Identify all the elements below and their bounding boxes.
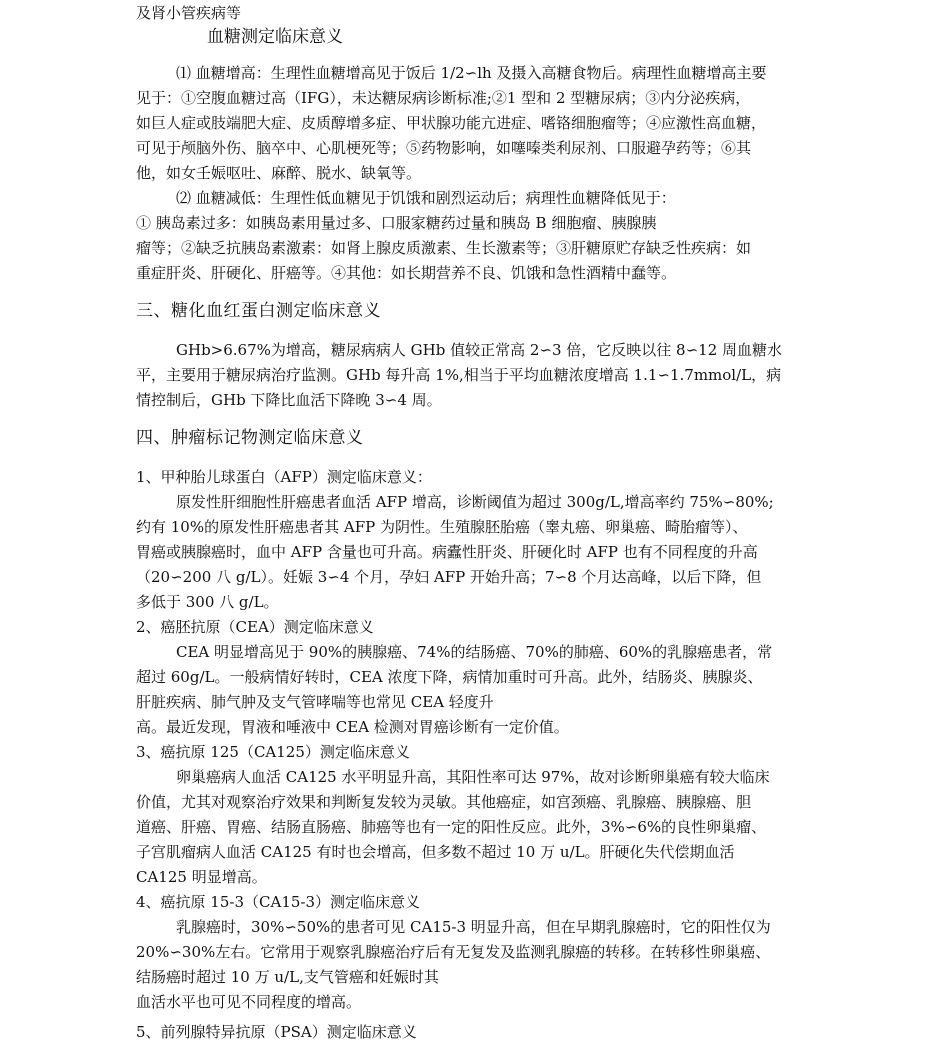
paragraph-line: 见于：①空腹血糖过高（IFG），未达糖尿病诊断标准;②1 型和 2 型糖尿病；③内分泌疾病， (136, 89, 751, 107)
paragraph-line: 20%∽30%左右。它常用于观察乳腺癌治疗后有无复发及监测乳腺癌的转移。在转移性卵巢癌、 (136, 943, 771, 961)
paragraph-line: ① 胰岛素过多：如胰岛素用量过多、口服家糖药过量和胰岛 B 细胞瘤、胰腺胰 (136, 214, 657, 232)
paragraph-line: 胃癌或胰腺癌时，血中 AFP 含量也可升高。病蠹性肝炎、肝硬化时 AFP 也有不同程度的升高 (136, 543, 758, 561)
paragraph-line: 重症肝炎、肝硬化、肝癌等。④其他：如长期营养不良、饥饿和急性酒精中蠢等。 (136, 264, 677, 282)
paragraph-line: 多低于 300 八 g/L。 (136, 593, 279, 611)
paragraph-line: 原发性肝细胞性肝癌患者血活 AFP 增高，诊断阈值为超过 300g/L,增高率约 75%∽80%; (176, 493, 774, 511)
paragraph-line: 约有 10%的原发性肝癌患者其 AFP 为阴性。生殖腺胚胎癌（睾丸癌、卵巢癌、畸胎瘤等）、 (136, 518, 748, 536)
paragraph-line: 乳腺癌时，30%∽50%的患者可见 CA15-3 明显升高，但在早期乳腺癌时，它的阳性仅为 (176, 918, 771, 936)
subsection-heading: 3、癌抗原 125（CA125）测定临床意义 (136, 743, 410, 761)
paragraph-line: CA125 明显增高。 (136, 868, 267, 886)
paragraph-line: 如巨人症或肢端肥大症、皮质醇增多症、甲状腺功能亢进症、嗜铬细胞瘤等；④应激性高血糖， (136, 114, 767, 132)
paragraph-line: 平，主要用于糖尿病治疗监测。GHb 每升高 1%,相当于平均血糖浓度增高 1.1∽1.7mmol/L，病 (136, 366, 782, 384)
subsection-heading: 5、前列腺特异抗原（PSA）测定临床意义 (136, 1023, 417, 1041)
paragraph-line: CEA 明显增高见于 90%的胰腺癌、74%的结肠癌、70%的肺癌、60%的乳腺癌患者，常 (176, 643, 773, 661)
paragraph-line: 超过 60g/L。一般病情好转时，CEA 浓度下降，病情加重时可升高。此外，结肠炎、胰腺炎、 (136, 668, 763, 686)
paragraph-line: 情控制后，GHb 下降比血活下降晚 3∽4 周。 (136, 391, 442, 409)
subsection-heading: 4、癌抗原 15-3（CA15-3）测定临床意义 (136, 893, 421, 911)
paragraph-line: （20∽200 八 g/L）。妊娠 3∽4 个月，孕妇 AFP 开始升高；7∽8 个月达高峰，以后下降，但 (136, 568, 762, 586)
section-title: 血糖测定临床意义 (207, 27, 343, 47)
paragraph-line: 结肠癌时超过 10 万 u/L,支气管癌和妊娠时其 (136, 968, 439, 986)
section-heading: 四、肿瘤标记物测定临床意义 (136, 428, 364, 448)
paragraph-line: 高。最近发现，胃液和唾液中 CEA 检测对胃癌诊断有一定价值。 (136, 718, 569, 736)
paragraph-line: 道癌、肝癌、胃癌、结肠直肠癌、肺癌等也有一定的阳性反应。此外，3%∽6%的良性卵巢瘤、 (136, 818, 767, 836)
paragraph-line: 子宫肌瘤病人血活 CA125 有时也会增高，但多数不超过 10 万 u/L。肝硬化失代偿期血活 (136, 843, 735, 861)
section-heading: 三、糖化血红蛋白测定临床意义 (136, 301, 381, 321)
paragraph-line: 肝脏疾病、肺气肿及支气管哮喘等也常见 CEA 轻度升 (136, 693, 494, 711)
paragraph-line: ⑵ 血糖减低：生理性低血糖见于饥饿和剧烈运动后；病理性血糖降低见于： (176, 189, 676, 207)
paragraph-line: GHb>6.67%为增高，糖尿病病人 GHb 值较正常高 2∽3 倍，它反映以往 8∽12 周血糖水 (176, 341, 783, 359)
paragraph-line: 瘤等；②缺乏抗胰岛素激素：如肾上腺皮质激素、生长激素等；③肝糖原贮存缺乏性疾病：如 (136, 239, 752, 257)
paragraph-line: 他，如女壬娠呕吐、麻醉、脱水、缺氧等。 (136, 164, 422, 182)
text-line: 及肾小管疾病等 (136, 4, 242, 22)
paragraph-line: 血活水平也可见不同程度的增高。 (136, 993, 362, 1011)
paragraph-line: 价值，尤其对观察治疗效果和判断复发较为灵敏。其他癌症，如宫颈癌、乳腺癌、胰腺癌、胆 (136, 793, 752, 811)
paragraph-line: ⑴ 血糖增高：生理性血糖增高见于饭后 1/2∽lh 及摄入高糖食物后。病理性血糖增高主要 (176, 64, 767, 82)
subsection-heading: 2、癌胚抗原（CEA）测定临床意义 (136, 618, 374, 636)
paragraph-line: 可见于颅脑外伤、脑卒中、心肌梗死等；⑤药物影响，如噻嗪类利尿剂、口服避孕药等；⑥其 (136, 139, 752, 157)
paragraph-line: 卵巢癌病人血活 CA125 水平明显升高，其阳性率可达 97%，故对诊断卵巢癌有较大临床 (176, 768, 770, 786)
subsection-heading: 1、甲种胎儿球蛋白（AFP）测定临床意义： (136, 468, 432, 486)
